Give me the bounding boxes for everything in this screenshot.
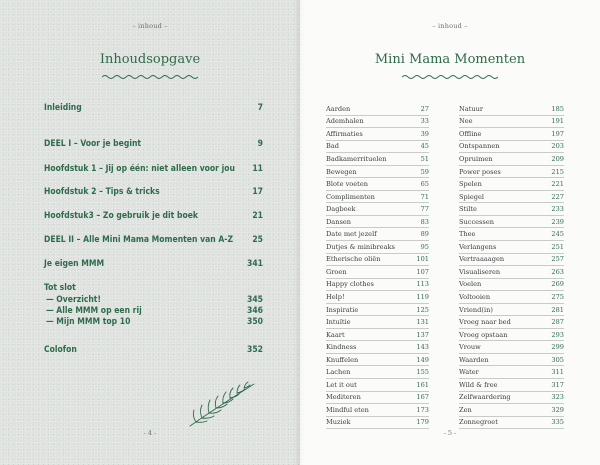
index-entry-page: 167 <box>416 393 429 402</box>
index-entry-page: 131 <box>416 318 429 327</box>
index-entry[interactable] <box>459 228 564 241</box>
toc-entry-page: 21 <box>252 211 263 221</box>
index-entry[interactable] <box>459 316 564 329</box>
toc-entry-page: 341 <box>247 259 263 269</box>
index-entry-word: Lachen <box>326 368 351 377</box>
index-entry-page: 197 <box>551 129 564 138</box>
index-entry[interactable] <box>326 141 429 154</box>
index-entry-word: Etherische oliën <box>326 255 381 264</box>
index-entry-word: Waarden <box>459 355 489 364</box>
index-entry-page: 275 <box>551 292 564 301</box>
index-entry-word: Vroeg opstaan <box>459 330 508 339</box>
index-column-1 <box>326 103 429 429</box>
index-entry[interactable] <box>326 417 429 430</box>
index-entry-page: 227 <box>551 192 564 201</box>
index-entry-word: Water <box>459 368 479 377</box>
index-entry-page: 137 <box>416 330 429 339</box>
squiggle-divider-icon <box>402 74 498 80</box>
index-entry-page: 263 <box>551 267 564 276</box>
index-entry-page: 323 <box>551 393 564 402</box>
index-entry-page: 33 <box>420 117 429 126</box>
index-entry-page: 45 <box>420 142 429 151</box>
index-entry-word: Zen <box>459 405 472 414</box>
index-entry-page: 293 <box>551 330 564 339</box>
index-entry[interactable] <box>459 329 564 342</box>
index-entry-word: Complimenten <box>326 192 375 201</box>
index-entry-word: Successen <box>459 217 494 226</box>
index-entry[interactable] <box>326 404 429 417</box>
index-entry-page: 191 <box>551 117 564 126</box>
index-entry-word: Spelen <box>459 180 482 189</box>
index-entry[interactable] <box>326 291 429 304</box>
index-entry[interactable] <box>326 228 429 241</box>
index-entry-word: Thee <box>459 230 476 239</box>
index-entry-page: 269 <box>551 280 564 289</box>
index-entry[interactable] <box>459 266 564 279</box>
index-entry[interactable] <box>326 279 429 292</box>
index-entry-word: Date met jezelf <box>326 230 377 239</box>
index-entry-word: Inspiratie <box>326 305 359 314</box>
index-entry-word: Mediteren <box>326 393 361 402</box>
index-entry-word: Wild & free <box>459 380 498 389</box>
index-entry[interactable] <box>326 392 429 405</box>
index-entry-word: Vrouw <box>459 343 481 352</box>
index-entry-word: Mindful eten <box>326 405 369 414</box>
index-entry-page: 149 <box>416 355 429 364</box>
index-entry-word: Vertraaaagen <box>459 255 505 264</box>
index-title: Mini Mama Momenten <box>374 52 526 67</box>
index-entry-word: Badkamerrituelen <box>326 154 387 163</box>
index-entry[interactable] <box>459 366 564 379</box>
index-entry[interactable] <box>459 128 564 141</box>
index-entry-word: Ademhalen <box>326 117 364 126</box>
index-entry[interactable] <box>326 379 429 392</box>
index-entry-page: 251 <box>551 242 564 251</box>
index-entry-word: Vroeg naar bed <box>459 318 511 327</box>
book-gutter <box>294 0 306 465</box>
index-entry-page: 287 <box>551 318 564 327</box>
index-entry[interactable] <box>459 404 564 417</box>
index-entry-page: 257 <box>551 255 564 264</box>
index-entry[interactable] <box>326 178 429 191</box>
index-entry-page: 39 <box>420 129 429 138</box>
toc-entry-label: Colofon <box>44 345 77 355</box>
index-entry-page: 317 <box>551 380 564 389</box>
toc-entry[interactable] <box>44 235 263 245</box>
index-entry-word: Bad <box>326 142 339 151</box>
toc-entry-page: 352 <box>247 345 263 355</box>
toc-entry-label: Je eigen MMM <box>44 259 105 269</box>
index-entry-word: Blote voeten <box>326 180 368 189</box>
index-entry[interactable] <box>326 254 429 267</box>
toc-subentry[interactable] <box>44 295 263 305</box>
toc-section-heading <box>44 283 263 293</box>
index-entry-word: Natuur <box>459 104 483 113</box>
index-entry[interactable] <box>459 304 564 317</box>
index-entry-page: 179 <box>416 418 429 427</box>
index-entry-page: 305 <box>551 355 564 364</box>
index-entry-word: Opruimen <box>459 154 493 163</box>
squiggle-divider-icon <box>102 74 198 80</box>
toc-title: Inhoudsopgave <box>99 52 201 67</box>
index-entry-word: Vriend(in) <box>459 305 493 314</box>
index-entry[interactable] <box>459 341 564 354</box>
toc-entry-label: Hoofdstuk 2 – Tips & tricks <box>44 187 160 197</box>
toc-entry[interactable] <box>44 345 263 355</box>
index-entry-page: 125 <box>416 305 429 314</box>
index-entry-page: 143 <box>416 343 429 352</box>
index-entry-word: Help! <box>326 292 345 301</box>
toc-entry[interactable] <box>44 187 263 197</box>
toc-entry[interactable] <box>44 211 263 221</box>
index-entry-word: Power poses <box>459 167 501 176</box>
index-entry-word: Stilte <box>459 205 477 214</box>
index-entry-word: Bewegen <box>326 167 357 176</box>
index-entry-page: 335 <box>551 418 564 427</box>
index-entry-word: Muziek <box>326 418 351 427</box>
index-entry-word: Voltooien <box>459 292 491 301</box>
index-entry-page: 233 <box>551 205 564 214</box>
toc-entry[interactable] <box>44 164 263 174</box>
index-entry[interactable] <box>459 103 564 116</box>
index-entry[interactable] <box>459 279 564 292</box>
index-entry[interactable] <box>459 191 564 204</box>
index-entry[interactable] <box>459 178 564 191</box>
index-entry[interactable] <box>326 153 429 166</box>
toc-entry[interactable] <box>44 103 263 113</box>
index-entry-page: 161 <box>416 380 429 389</box>
index-entry-page: 95 <box>420 242 429 251</box>
toc-entry-label: Inleiding <box>44 103 82 113</box>
index-entry-page: 113 <box>416 280 429 289</box>
toc-entry-label: Hoofdstuk 1 – Jij op één: niet alleen voor jou <box>44 164 235 174</box>
index-entry-page: 65 <box>420 180 429 189</box>
fern-leaf-icon <box>186 378 258 430</box>
index-entry[interactable] <box>459 141 564 154</box>
index-entry[interactable] <box>326 341 429 354</box>
toc-entry-label: — Alle MMM op een rij <box>46 306 142 316</box>
index-entry-word: Groen <box>326 267 347 276</box>
index-entry[interactable] <box>326 191 429 204</box>
index-entry[interactable] <box>326 329 429 342</box>
index-entry[interactable] <box>326 241 429 254</box>
toc-entry[interactable] <box>44 259 263 269</box>
toc-entry-label: — Mijn MMM top 10 <box>46 317 131 327</box>
index-entry-word: Dansen <box>326 217 351 226</box>
index-entry-page: 89 <box>420 230 429 239</box>
index-entry-word: Verlangens <box>459 242 497 251</box>
index-entry-page: 77 <box>420 205 429 214</box>
index-entry-word: Ontspannen <box>459 142 500 151</box>
toc-subentry[interactable] <box>44 306 263 316</box>
index-entry-page: 119 <box>416 292 429 301</box>
index-entry[interactable] <box>326 103 429 116</box>
index-entry-page: 27 <box>420 104 429 113</box>
toc-entry[interactable] <box>44 139 263 149</box>
index-entry-word: Kindness <box>326 343 357 352</box>
index-entry-word: Affirmaties <box>326 129 363 138</box>
index-entry[interactable] <box>459 166 564 179</box>
index-entry-page: 329 <box>551 405 564 414</box>
index-entry-word: Aarden <box>326 104 351 113</box>
index-entry[interactable] <box>326 316 429 329</box>
index-entry-page: 245 <box>551 230 564 239</box>
index-entry-page: 155 <box>416 368 429 377</box>
folio-right: - 5 - <box>443 429 457 437</box>
index-entry-page: 239 <box>551 217 564 226</box>
index-entry-page: 299 <box>551 343 564 352</box>
index-entry[interactable] <box>459 216 564 229</box>
index-entry[interactable] <box>459 291 564 304</box>
index-entry-word: Nee <box>459 117 473 126</box>
toc-entry-page: 17 <box>252 187 263 197</box>
index-entry[interactable] <box>459 116 564 129</box>
index-entry-word: Knuffelen <box>326 355 359 364</box>
index-column-2 <box>459 103 564 429</box>
toc-entry-page: 7 <box>257 103 263 113</box>
index-entry[interactable] <box>459 254 564 267</box>
index-entry-page: 215 <box>551 167 564 176</box>
index-entry-word: Dagboek <box>326 205 356 214</box>
index-entry-page: 221 <box>551 180 564 189</box>
index-entry-word: Intuïtie <box>326 318 351 327</box>
toc-entry-label: DEEL II – Alle Mini Mama Momenten van A-Z <box>44 235 233 245</box>
index-entry-word: Zonnegroet <box>459 418 498 427</box>
index-entry-word: Dutjes & minibreaks <box>326 242 395 251</box>
toc-entry-label: Hoofdstuk3 – Zo gebruik je dit boek <box>44 211 198 221</box>
index-entry-page: 51 <box>420 154 429 163</box>
index-entry[interactable] <box>459 417 564 430</box>
running-head-right: – inhoud – <box>432 22 468 30</box>
index-entry[interactable] <box>326 354 429 367</box>
index-entry-page: 209 <box>551 154 564 163</box>
toc-entry-label: — Overzicht! <box>46 295 101 305</box>
index-entry[interactable] <box>459 203 564 216</box>
index-entry-page: 173 <box>416 405 429 414</box>
toc-entry-label: Tot slot <box>44 283 76 293</box>
index-entry-word: Voelen <box>459 280 482 289</box>
folio-left: - 4 - <box>143 429 157 437</box>
toc-entry-page: 25 <box>252 235 263 245</box>
index-entry-word: Zelfwaardering <box>459 393 511 402</box>
index-entry-page: 101 <box>416 255 429 264</box>
index-entry-page: 203 <box>551 142 564 151</box>
running-head-left: – inhoud – <box>132 22 168 30</box>
index-entry-word: Let it out <box>326 380 357 389</box>
index-entry-page: 59 <box>420 167 429 176</box>
index-entry[interactable] <box>459 379 564 392</box>
index-entry-word: Offline <box>459 129 482 138</box>
index-entry-page: 281 <box>551 305 564 314</box>
index-entry[interactable] <box>459 153 564 166</box>
toc-entry-page: 350 <box>247 317 263 327</box>
toc-entry-label: DEEL I – Voor je begint <box>44 139 142 149</box>
toc-entry-page: 346 <box>247 306 263 316</box>
index-entry[interactable] <box>459 241 564 254</box>
index-entry-page: 107 <box>416 267 429 276</box>
toc-entry-page: 345 <box>247 295 263 305</box>
index-entry[interactable] <box>326 216 429 229</box>
index-entry[interactable] <box>326 203 429 216</box>
index-entry-page: 83 <box>420 217 429 226</box>
index-entry[interactable] <box>326 116 429 129</box>
index-entry-word: Spiegel <box>459 192 484 201</box>
index-entry-page: 71 <box>420 192 429 201</box>
index-entry[interactable] <box>459 392 564 405</box>
index-entry[interactable] <box>459 354 564 367</box>
index-entry-word: Visualiseren <box>459 267 501 276</box>
index-entry[interactable] <box>326 366 429 379</box>
toc-subentry[interactable] <box>44 317 263 327</box>
index-entry-word: Kaart <box>326 330 345 339</box>
toc-entry-page: 11 <box>252 164 263 174</box>
index-entry[interactable] <box>326 128 429 141</box>
index-entry-word: Happy clothes <box>326 280 374 289</box>
index-entry[interactable] <box>326 166 429 179</box>
index-entry-page: 185 <box>551 104 564 113</box>
toc-entry-page: 9 <box>257 139 263 149</box>
index-entry[interactable] <box>326 304 429 317</box>
index-entry-page: 311 <box>551 368 564 377</box>
index-entry[interactable] <box>326 266 429 279</box>
